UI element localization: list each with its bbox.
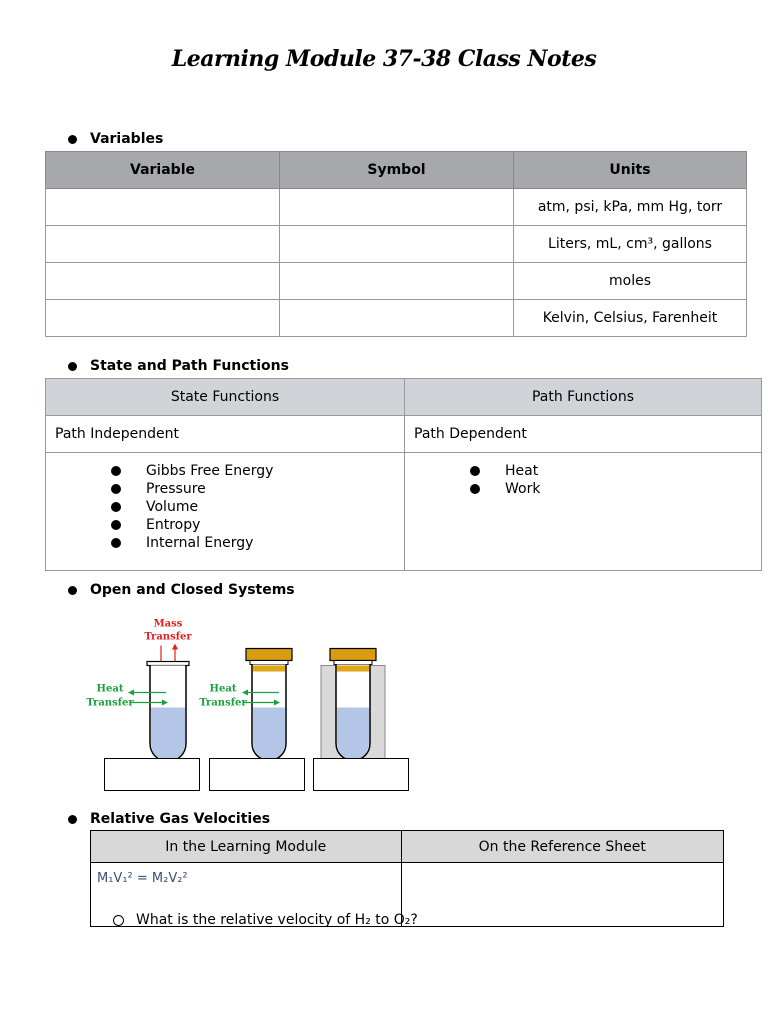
state-functions-list <box>111 462 404 552</box>
bullet-icon <box>111 484 121 494</box>
heat-label-2b: Transfer <box>199 697 247 709</box>
gas-velocity-heading <box>68 811 270 827</box>
heat-label-2: Transfer <box>86 697 134 709</box>
table-row <box>46 189 747 226</box>
isolated-system-answer-box[interactable] <box>313 758 409 791</box>
symbol-cell[interactable] <box>280 263 514 300</box>
state-path-heading <box>68 358 289 374</box>
list-item: Pressure <box>111 480 404 498</box>
heat-label-1: Heat <box>96 683 124 695</box>
module-column-header: In the Learning Module <box>91 831 402 863</box>
list-item: Work <box>470 480 761 498</box>
heat-label-1b: Heat <box>209 683 237 695</box>
hollow-bullet-icon <box>113 915 124 926</box>
variables-heading <box>68 131 163 147</box>
bullet-icon <box>111 466 121 476</box>
open-system-tube <box>86 619 192 762</box>
table-row <box>46 300 747 337</box>
variable-cell[interactable] <box>46 263 280 300</box>
state-functions-header: State Functions <box>46 379 405 416</box>
bullet-icon <box>111 538 121 548</box>
column-header: Units <box>514 152 747 189</box>
closed-system-tube <box>199 649 292 761</box>
bullet-icon <box>111 502 121 512</box>
bullet-icon <box>470 484 480 494</box>
velocity-question-text: What is the relative velocity of H₂ to O₂? <box>136 912 418 928</box>
bullet-icon <box>470 466 480 476</box>
isolated-system-tube <box>321 649 385 770</box>
systems-heading-label: Open and Closed Systems <box>90 582 295 598</box>
list-item: Entropy <box>111 516 404 534</box>
state-description: Path Independent <box>46 416 405 453</box>
bullet-icon <box>111 520 121 530</box>
symbol-cell[interactable] <box>280 226 514 263</box>
path-functions-list-cell <box>405 453 762 571</box>
variable-cell[interactable] <box>46 189 280 226</box>
closed-system-answer-box[interactable] <box>209 758 305 791</box>
list-item: Heat <box>470 462 761 480</box>
bullet-icon <box>68 362 77 371</box>
systems-heading <box>68 582 295 598</box>
variable-cell[interactable] <box>46 226 280 263</box>
units-cell: Kelvin, Celsius, Farenheit <box>514 300 747 337</box>
page-title: Learning Module 37-38 Class Notes <box>171 46 597 72</box>
state-path-table <box>45 378 762 571</box>
variable-cell[interactable] <box>46 300 280 337</box>
bullet-icon <box>68 815 77 824</box>
symbol-cell[interactable] <box>280 189 514 226</box>
path-functions-list <box>470 462 761 498</box>
bullet-icon <box>68 586 77 595</box>
path-description: Path Dependent <box>405 416 762 453</box>
column-header: Symbol <box>280 152 514 189</box>
state-path-heading-label: State and Path Functions <box>90 358 289 374</box>
path-functions-header: Path Functions <box>405 379 762 416</box>
mass-label-2: Transfer <box>144 631 192 643</box>
symbol-cell[interactable] <box>280 300 514 337</box>
velocity-question <box>113 912 418 928</box>
column-header: Variable <box>46 152 280 189</box>
variables-heading-label: Variables <box>90 131 164 147</box>
formula-cell: M₁V₁² = M₂V₂² <box>91 863 402 927</box>
list-item: Internal Energy <box>111 534 404 552</box>
units-cell: atm, psi, kPa, mm Hg, torr <box>514 189 747 226</box>
list-item: Gibbs Free Energy <box>111 462 404 480</box>
variables-table <box>45 151 747 337</box>
bullet-icon <box>68 135 77 144</box>
reference-column-header: On the Reference Sheet <box>401 831 723 863</box>
table-row <box>46 263 747 300</box>
mass-label-1: Mass <box>153 618 183 630</box>
open-system-answer-box[interactable] <box>104 758 200 791</box>
table-row <box>46 226 747 263</box>
gas-velocity-heading-label: Relative Gas Velocities <box>90 811 271 827</box>
list-item: Volume <box>111 498 404 516</box>
units-cell: moles <box>514 263 747 300</box>
reference-answer-cell[interactable] <box>401 863 723 927</box>
units-cell: Liters, mL, cm³, gallons <box>514 226 747 263</box>
state-functions-list-cell <box>46 453 405 571</box>
